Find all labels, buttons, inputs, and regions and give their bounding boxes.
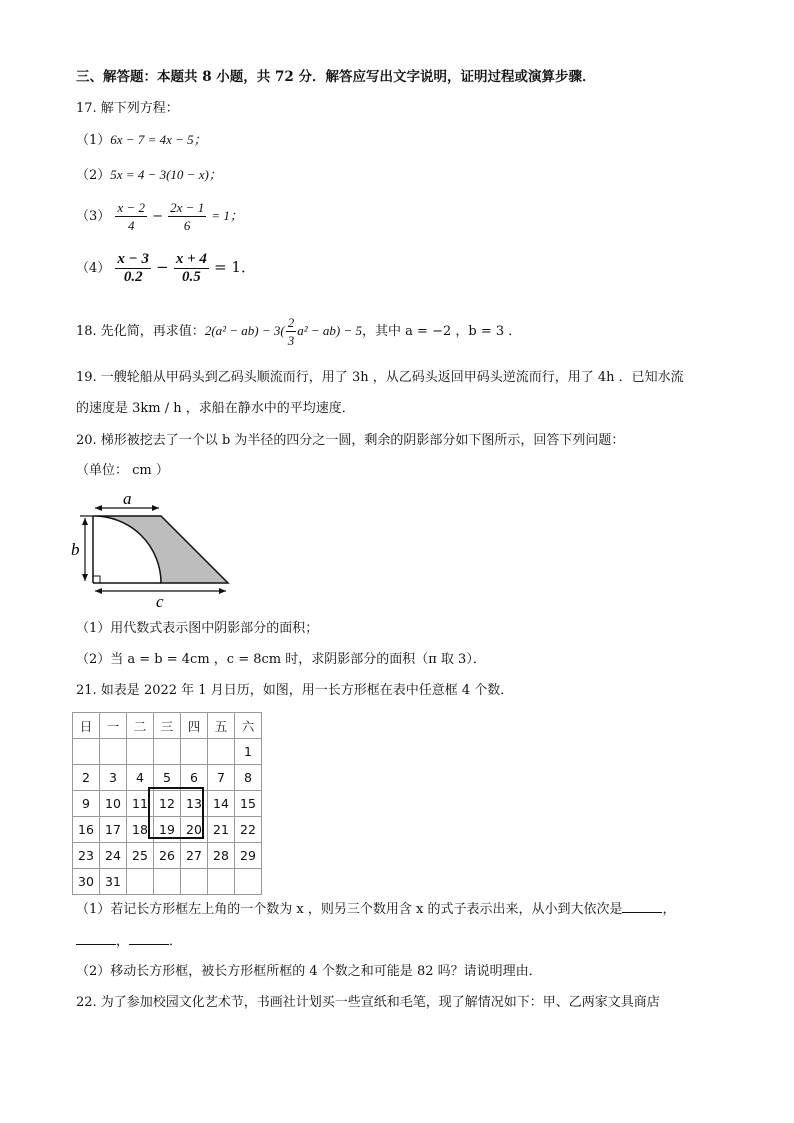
q17-part4 xyxy=(76,247,256,289)
q20-unit: （单位： cm ） xyxy=(76,463,169,478)
arrowhead xyxy=(95,505,102,511)
calendar-week-row xyxy=(73,739,262,765)
minus-sign: − xyxy=(152,209,164,224)
q17-part1 xyxy=(76,131,207,150)
calendar-week-row xyxy=(73,817,262,843)
calendar-day-cell xyxy=(208,869,235,895)
calendar-week-row xyxy=(73,843,262,869)
calendar-day-cell: 24 xyxy=(100,843,127,869)
arrowhead xyxy=(82,518,88,525)
calendar-day-cell: 6 xyxy=(181,765,208,791)
q17-part4-frac1 xyxy=(115,251,151,286)
q17-part4-rhs: = 1． xyxy=(214,258,256,276)
q22-line1: 22. 为了参加校园文化艺术节，书画社计划买一些宣纸和毛笔，现了解情况如下：甲、乙两家文具商店 xyxy=(76,995,660,1010)
calendar-day-cell: 28 xyxy=(208,843,235,869)
calendar-header-cell: 日 xyxy=(73,713,100,739)
calendar-header-cell: 二 xyxy=(127,713,154,739)
trapezoid-figure xyxy=(66,488,246,610)
calendar-header-cell: 一 xyxy=(100,713,127,739)
q18-prefix: 18. 先化简，再求值： xyxy=(76,324,205,339)
answer-blank-1[interactable] xyxy=(622,900,662,913)
calendar-day-cell: 7 xyxy=(208,765,235,791)
q17-part3 xyxy=(76,197,243,236)
calendar-day-cell: 18 xyxy=(127,817,154,843)
calendar-day-cell: 3 xyxy=(100,765,127,791)
q17-title: 17. 解下列方程： xyxy=(76,101,179,116)
frac-numerator: x − 2 xyxy=(117,200,145,215)
calendar-day-cell: 31 xyxy=(100,869,127,895)
q21-part1-end: ． xyxy=(169,934,183,949)
label-a: a xyxy=(123,489,132,508)
right-angle-mark xyxy=(93,576,100,583)
q17-part3-label: （3） xyxy=(76,209,111,224)
frac-denominator: 0.5 xyxy=(182,269,201,285)
calendar-day-cell: 12 xyxy=(154,791,181,817)
calendar-header-cell: 六 xyxy=(235,713,262,739)
calendar-day-cell xyxy=(127,739,154,765)
calendar-day-cell: 17 xyxy=(100,817,127,843)
q17-part4-label: （4） xyxy=(76,261,111,276)
q17-part3-frac2 xyxy=(168,199,206,234)
calendar-table xyxy=(72,712,262,895)
calendar-day-cell xyxy=(100,739,127,765)
calendar-day-cell xyxy=(73,739,100,765)
frac-numerator: x − 3 xyxy=(117,251,150,267)
q20-part1: （1）用代数式表示图中阴影部分的面积； xyxy=(76,621,319,636)
arrowhead xyxy=(219,588,226,594)
calendar-day-cell: 29 xyxy=(235,843,262,869)
q19-line2: 的速度是 3km / h ，求船在静水中的平均速度． xyxy=(76,401,355,416)
calendar-day-cell: 19 xyxy=(154,817,181,843)
q18-expr-b: a² − ab) − 5 xyxy=(297,323,363,338)
calendar-header-cell: 三 xyxy=(154,713,181,739)
calendar-day-cell: 15 xyxy=(235,791,262,817)
arrowhead xyxy=(82,574,88,581)
calendar-week-row xyxy=(73,791,262,817)
q17-part1-label: （1） xyxy=(76,133,111,148)
calendar-day-cell: 11 xyxy=(127,791,154,817)
frac-denominator: 0.2 xyxy=(123,269,143,285)
calendar-day-cell: 26 xyxy=(154,843,181,869)
calendar-day-cell: 21 xyxy=(208,817,235,843)
calendar-day-cell xyxy=(208,739,235,765)
calendar-day-cell: 13 xyxy=(181,791,208,817)
calendar-week-row xyxy=(73,765,262,791)
calendar-day-cell xyxy=(127,869,154,895)
calendar-day-cell: 30 xyxy=(73,869,100,895)
frac-numerator: x + 4 xyxy=(175,251,207,267)
calendar-day-cell: 20 xyxy=(181,817,208,843)
q17-part3-frac1 xyxy=(115,199,147,234)
frac-numerator: 2x − 1 xyxy=(170,200,205,215)
q21-part1-text: （1）若记长方形框左上角的一个数为 x ，则另三个数用含 x 的式子表示出来，从小到大依次是 xyxy=(76,902,623,917)
frac-denominator: 3 xyxy=(287,333,295,348)
q17-part4-frac2 xyxy=(174,251,209,286)
q21-part1-line2 xyxy=(76,932,182,951)
calendar-header-row xyxy=(73,713,262,739)
answer-blank-3[interactable] xyxy=(129,932,169,945)
q17-part1-expr: 6x − 7 = 4x − 5； xyxy=(110,132,207,147)
calendar-header-cell: 五 xyxy=(208,713,235,739)
minus-sign: − xyxy=(156,258,169,276)
label-c: c xyxy=(156,592,164,610)
q18-suffix: ，其中 a = −2 ，b = 3 ． xyxy=(362,324,522,339)
answer-blank-2[interactable] xyxy=(76,932,116,945)
calendar-day-cell: 16 xyxy=(73,817,100,843)
frac-denominator: 6 xyxy=(183,218,191,233)
q21-part1-sep: ， xyxy=(116,934,130,949)
calendar-day-cell: 23 xyxy=(73,843,100,869)
calendar-day-cell: 2 xyxy=(73,765,100,791)
section-header: 三、解答题：本题共 8 小题，共 72 分．解答应写出文字说明，证明过程或演算步骤． xyxy=(76,69,596,85)
arrowhead xyxy=(95,588,102,594)
calendar-day-cell: 1 xyxy=(235,739,262,765)
calendar-day-cell xyxy=(154,739,181,765)
calendar-day-cell xyxy=(154,869,181,895)
calendar-day-cell xyxy=(181,869,208,895)
q18-frac xyxy=(286,314,297,349)
calendar-day-cell: 8 xyxy=(235,765,262,791)
calendar-day-cell: 22 xyxy=(235,817,262,843)
q21-line1: 21. 如表是 2022 年 1 月日历，如图，用一长方形框在表中任意框 4 个数． xyxy=(76,683,514,698)
q20-part2: （2）当 a = b = 4cm ，c = 8cm 时，求阴影部分的面积（π 取 3）． xyxy=(76,652,486,667)
q17-part3-rhs: = 1； xyxy=(211,208,243,223)
calendar-header-cell: 四 xyxy=(181,713,208,739)
arrowhead xyxy=(152,505,159,511)
calendar-day-cell: 9 xyxy=(73,791,100,817)
q18-expr-a: 2(a² − ab) − 3( xyxy=(204,323,285,338)
q17-part2-label: （2） xyxy=(76,168,111,183)
calendar-day-cell xyxy=(181,739,208,765)
q21-part1-line1 xyxy=(76,900,675,919)
label-b: b xyxy=(71,540,80,559)
calendar-day-cell: 27 xyxy=(181,843,208,869)
q18-line xyxy=(76,312,521,351)
frac-denominator: 4 xyxy=(127,218,135,233)
q21-part1-comma: ， xyxy=(662,902,676,917)
frac-numerator: 2 xyxy=(287,315,295,330)
calendar-day-cell xyxy=(235,869,262,895)
calendar-day-cell: 5 xyxy=(154,765,181,791)
q20-line1: 20. 梯形被挖去了一个以 b 为半径的四分之一圆，剩余的阴影部分如下图所示，回答下列问题： xyxy=(76,433,625,448)
calendar-day-cell: 14 xyxy=(208,791,235,817)
q17-part2-expr: 5x = 4 − 3(10 − x)； xyxy=(110,167,222,182)
q17-part2 xyxy=(76,166,222,185)
calendar-day-cell: 25 xyxy=(127,843,154,869)
calendar-day-cell: 4 xyxy=(127,765,154,791)
calendar-week-row xyxy=(73,869,262,895)
shaded-region xyxy=(93,516,228,583)
calendar-day-cell: 10 xyxy=(100,791,127,817)
q21-part2: （2）移动长方形框，被长方形框所框的 4 个数之和可能是 82 吗？请说明理由． xyxy=(76,964,542,979)
q19-line1: 19. 一艘轮船从甲码头到乙码头顺流而行，用了 3h ，从乙码头返回甲码头逆流而行，用了 4h ．已知水流 xyxy=(76,370,684,385)
